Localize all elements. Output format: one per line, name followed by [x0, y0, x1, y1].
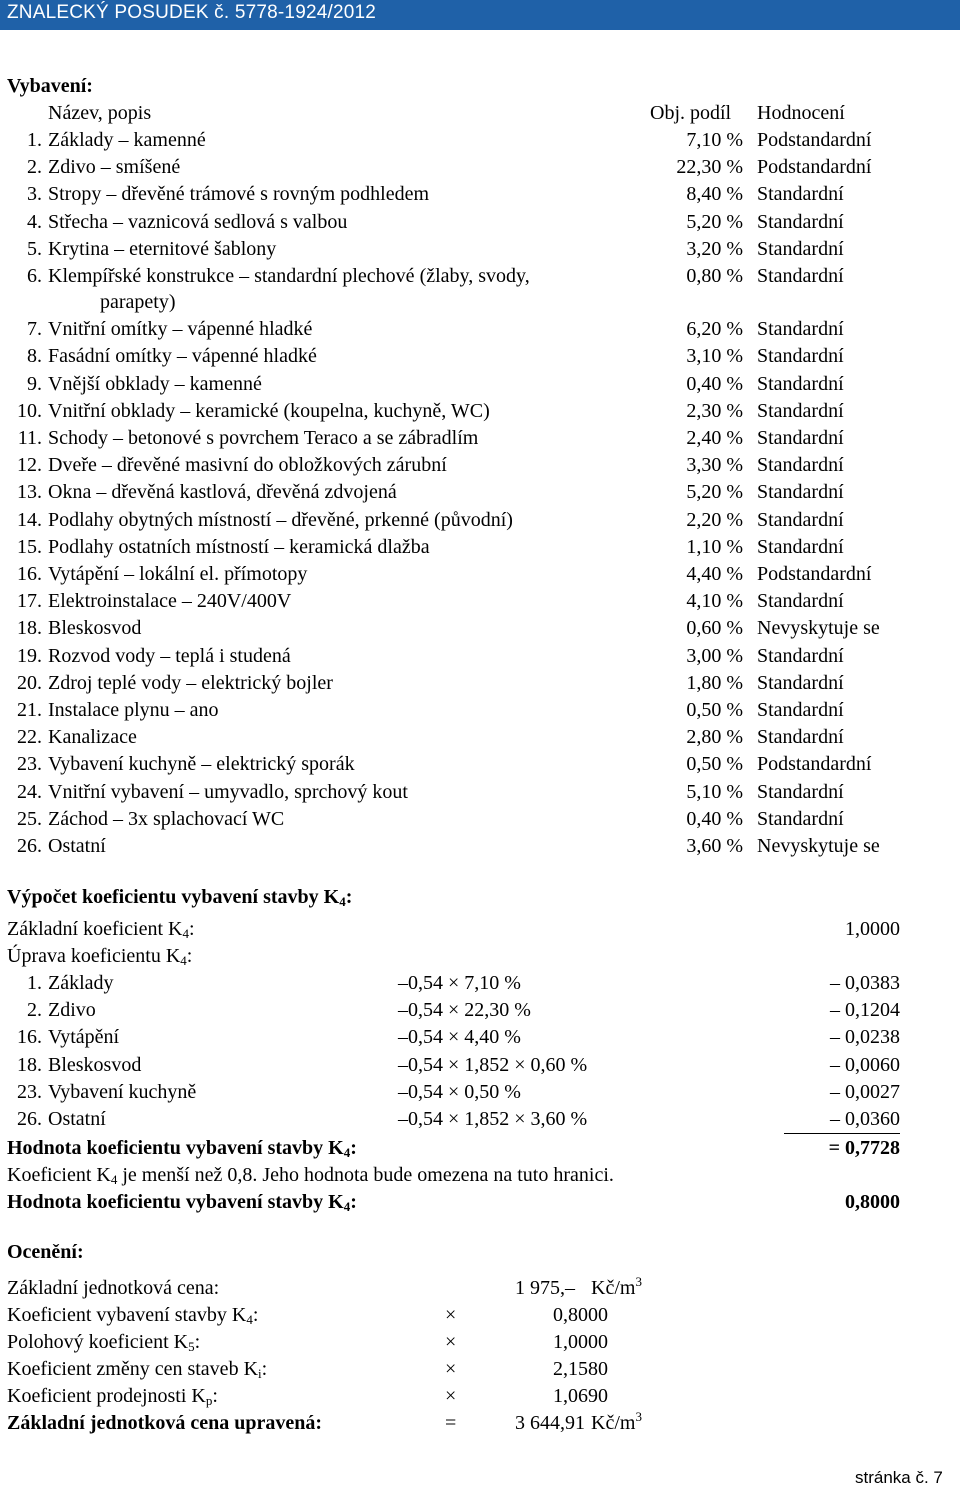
final-coefficient-label: Hodnota koeficientu vybavení stavby $K_4$:	[7, 1191, 357, 1214]
equipment-row-name: Stropy – dřevěné trámové s rovným podhledem	[48, 183, 430, 206]
equipment-row-number: 19.	[17, 644, 42, 667]
adjustment-row-formula: –0,54 × 1,852 × 3,60 %	[398, 1108, 588, 1130]
page-number: stránka č. 7	[855, 1468, 943, 1487]
equipment-row-name: Rozvod vody – teplá i studená	[48, 644, 291, 667]
equipment-row-rating: Standardní	[757, 427, 844, 449]
equipment-row-rating: Standardní	[757, 454, 844, 477]
equipment-row-number: 20.	[17, 671, 42, 694]
adjustment-row-number: 18.	[17, 1053, 42, 1076]
equipment-row-rating: Standardní	[757, 780, 844, 803]
document-title: ZNALECKÝ POSUDEK č. 5778-1924/2012	[7, 2, 377, 23]
valuation-row-label: Koeficient změny cen staveb $K_i$:	[7, 1358, 268, 1381]
section-heading-oceneni: Ocenění:	[7, 1241, 84, 1263]
equipment-row-number: 2.	[27, 156, 42, 179]
equipment-row-share: 0,40 %	[686, 807, 743, 830]
equipment-row-number: 9.	[27, 372, 42, 395]
equipment-row-name: Vnější obklady – kamenné	[48, 372, 262, 395]
equipment-row-name: Dveře – dřevěné masivní do obložkových zárubní	[48, 454, 447, 477]
sum-rule	[784, 1133, 900, 1134]
valuation-row-value: 1,0000	[553, 1331, 608, 1353]
result-value: = 0,7728	[828, 1137, 900, 1159]
equipment-row-rating: Standardní	[757, 671, 844, 694]
equipment-row-number: 13.	[17, 481, 42, 504]
adjustment-row-number: 2.	[27, 999, 42, 1022]
equipment-row-number: 15.	[17, 535, 42, 558]
equipment-row-share: 0,50 %	[686, 699, 743, 721]
equipment-row-name: Vnitřní vybavení – umyvadlo, sprchový kout	[48, 780, 408, 803]
equipment-row-rating: Podstandardní	[757, 563, 872, 585]
valuation-row-label: Základní jednotková cena:	[7, 1277, 220, 1299]
equipment-row-name: Bleskosvod	[48, 617, 142, 640]
equipment-row-name: Kanalizace	[48, 726, 137, 749]
equipment-row-number: 18.	[17, 617, 42, 640]
adjustment-row-name: Bleskosvod	[48, 1053, 142, 1076]
equipment-row-share: 2,40 %	[686, 427, 743, 449]
equipment-row-share: 1,80 %	[686, 671, 743, 694]
equipment-row-share: 5,20 %	[686, 481, 743, 504]
adjustment-row-value: – 0,0360	[830, 1108, 900, 1130]
equipment-row-share: 4,40 %	[686, 563, 743, 585]
valuation-row-operator: ×	[445, 1385, 457, 1407]
equipment-row-share: 0,50 %	[686, 753, 743, 776]
equipment-row-share: 0,80 %	[686, 265, 743, 287]
equipment-row-rating: Nevyskytuje se	[757, 835, 880, 857]
valuation-row-value: 1 975,–	[515, 1277, 575, 1299]
equipment-row-share: 2,80 %	[686, 726, 743, 749]
valuation-row-label: Polohový koeficient $K_5$:	[7, 1331, 201, 1354]
equipment-row-rating: Standardní	[757, 399, 844, 422]
equipment-row-share: 2,20 %	[686, 508, 743, 531]
equipment-row-name: Vytápění – lokální el. přímotopy	[48, 563, 308, 585]
equipment-row-name: Vnitřní obklady – keramické (koupelna, kuchyně, WC)	[48, 399, 490, 422]
equipment-row-name: Vybavení kuchyně – elektrický sporák	[48, 753, 355, 776]
equipment-row-name: Krytina – eternitové šablony	[48, 237, 277, 260]
equipment-row-name: Zdivo – smíšené	[48, 156, 181, 179]
adjusted-price-operator: =	[445, 1412, 457, 1434]
column-header-share: Obj. podíl	[650, 102, 732, 124]
equipment-row-share: 7,10 %	[686, 129, 743, 151]
equipment-row-rating: Standardní	[757, 345, 844, 368]
equipment-row-rating: Standardní	[757, 644, 844, 667]
adjustment-row-number: 23.	[17, 1080, 42, 1103]
equipment-row-name: Střecha – vaznicová sedlová s valbou	[48, 210, 348, 233]
valuation-row-value: 0,8000	[553, 1304, 608, 1326]
equipment-row-name: Elektroinstalace – 240V/400V	[48, 590, 292, 613]
equipment-row-rating: Standardní	[757, 590, 844, 613]
adjusted-price-value: 3 644,91	[515, 1412, 585, 1434]
adjustment-row-value: – 0,1204	[830, 999, 900, 1022]
adjustment-row-value: – 0,0383	[830, 972, 900, 994]
equipment-row-rating: Standardní	[757, 318, 844, 341]
equipment-row-number: 22.	[17, 726, 42, 749]
equipment-row-rating: Standardní	[757, 807, 844, 830]
equipment-row-share: 4,10 %	[686, 590, 743, 613]
adjustment-row-formula: –0,54 × 22,30 %	[398, 999, 531, 1022]
equipment-row-number: 11.	[17, 427, 42, 449]
equipment-row-rating: Standardní	[757, 210, 844, 233]
equipment-row-number: 10.	[17, 399, 42, 422]
equipment-row-share: 3,60 %	[686, 835, 743, 857]
equipment-row-share: 0,60 %	[686, 617, 743, 640]
equipment-row-name: Okna – dřevěná kastlová, dřevěná zdvojená	[48, 481, 397, 504]
equipment-row-number: 23.	[17, 753, 42, 776]
equipment-row-number: 8.	[27, 345, 42, 368]
equipment-row-share: 3,00 %	[686, 644, 743, 667]
equipment-row-number: 7.	[27, 318, 42, 341]
equipment-row-name: Klempířské konstrukce – standardní plechové (žlaby, svody,	[48, 265, 530, 287]
equipment-row-number: 17.	[17, 590, 42, 613]
column-header-rating: Hodnocení	[757, 102, 845, 124]
section-heading-vybaveni: Vybavení:	[7, 75, 93, 97]
equipment-row-number: 1.	[27, 129, 42, 151]
equipment-row-name: Ostatní	[48, 835, 106, 857]
equipment-row-rating: Podstandardní	[757, 156, 872, 179]
equipment-row-name: Zdroj teplé vody – elektrický bojler	[48, 671, 333, 694]
base-coefficient-label: Základní koeficient $K_4$:	[7, 918, 195, 941]
equipment-row-rating: Standardní	[757, 699, 844, 721]
equipment-row-share: 5,10 %	[686, 780, 743, 803]
equipment-row-rating: Standardní	[757, 265, 844, 287]
equipment-row-share: 8,40 %	[686, 183, 743, 206]
section-heading-vypocet: Výpočet koeficientu vybavení stavby $K_4$:	[7, 886, 353, 909]
equipment-row-rating: Standardní	[757, 372, 844, 395]
valuation-row-operator: ×	[445, 1331, 457, 1353]
equipment-row-rating: Standardní	[757, 237, 844, 260]
adjustment-row-formula: –0,54 × 4,40 %	[398, 1026, 521, 1049]
column-header-name: Název, popis	[48, 102, 152, 124]
valuation-row-operator: ×	[445, 1358, 457, 1380]
equipment-row-share: 3,30 %	[686, 454, 743, 477]
adjustment-row-name: Ostatní	[48, 1108, 106, 1130]
equipment-row-number: 14.	[17, 508, 42, 531]
equipment-row-number: 16.	[17, 563, 42, 585]
equipment-row-share: 3,10 %	[686, 345, 743, 368]
adjusted-price-label: Základní jednotková cena upravená:	[7, 1412, 323, 1434]
equipment-row-rating: Standardní	[757, 726, 844, 749]
valuation-row-value: 2,1580	[553, 1358, 608, 1380]
equipment-row-name: Vnitřní omítky – vápenné hladké	[48, 318, 313, 341]
adjustment-row-formula: –0,54 × 7,10 %	[398, 972, 521, 994]
valuation-row-value: 1,0690	[553, 1385, 608, 1407]
equipment-row-name: Základy – kamenné	[48, 129, 206, 151]
equipment-row-rating: Podstandardní	[757, 753, 872, 776]
adjustment-row-number: 26.	[17, 1108, 42, 1130]
equipment-row-number: 25.	[17, 807, 42, 830]
equipment-row-number: 6.	[27, 265, 42, 287]
equipment-row-share: 6,20 %	[686, 318, 743, 341]
adjustment-row-value: – 0,0060	[830, 1053, 900, 1076]
equipment-row-number: 12.	[17, 454, 42, 477]
adjustment-row-name: Zdivo	[48, 999, 96, 1022]
equipment-row-name-continued: parapety)	[100, 291, 176, 313]
equipment-row-rating: Podstandardní	[757, 129, 872, 151]
equipment-row-rating: Nevyskytuje se	[757, 617, 880, 640]
adjustment-row-name: Vytápění	[48, 1026, 120, 1049]
equipment-row-name: Podlahy obytných místností – dřevěné, prkenné (původní)	[48, 508, 513, 531]
adjustment-row-formula: –0,54 × 0,50 %	[398, 1080, 521, 1103]
adjustment-row-value: – 0,0027	[830, 1080, 900, 1103]
equipment-row-name: Instalace plynu – ano	[48, 699, 219, 721]
equipment-row-name: Záchod – 3x splachovací WC	[48, 807, 285, 830]
equipment-row-number: 3.	[27, 183, 42, 206]
equipment-row-rating: Standardní	[757, 508, 844, 531]
base-coefficient-value: 1,0000	[845, 918, 900, 940]
valuation-row-label: Koeficient prodejnosti $K_p$:	[7, 1385, 218, 1408]
equipment-row-share: 1,10 %	[686, 535, 743, 558]
equipment-row-number: 24.	[17, 780, 42, 803]
equipment-row-name: Schody – betonové s povrchem Teraco a se zábradlím	[48, 427, 479, 449]
equipment-row-share: 5,20 %	[686, 210, 743, 233]
adjustment-row-name: Vybavení kuchyně	[48, 1080, 197, 1103]
adjustment-row-formula: –0,54 × 1,852 × 0,60 %	[398, 1053, 588, 1076]
equipment-row-number: 26.	[17, 835, 42, 857]
equipment-row-number: 5.	[27, 237, 42, 260]
equipment-row-share: 0,40 %	[686, 372, 743, 395]
limit-note: Koeficient $K_4$ je menší než 0,8. Jeho hodnota bude omezena na tuto hranici.	[7, 1164, 614, 1187]
valuation-row-unit: $Kč/m^3$	[591, 1274, 642, 1299]
equipment-row-rating: Standardní	[757, 183, 844, 206]
adjustment-row-number: 1.	[27, 972, 42, 994]
equipment-row-name: Podlahy ostatních místností – keramická dlažba	[48, 535, 430, 558]
equipment-row-rating: Standardní	[757, 481, 844, 504]
result-label: Hodnota koeficientu vybavení stavby $K_4$:	[7, 1137, 357, 1160]
equipment-row-number: 21.	[17, 699, 42, 721]
equipment-row-rating: Standardní	[757, 535, 844, 558]
adjustment-label: Úprava koeficientu $K_4$:	[7, 945, 193, 968]
document-header	[0, 0, 960, 30]
adjustment-row-value: – 0,0238	[830, 1026, 900, 1049]
equipment-row-share: 22,30 %	[676, 156, 743, 179]
valuation-row-operator: ×	[445, 1304, 457, 1326]
equipment-row-share: 2,30 %	[686, 399, 743, 422]
adjusted-price-unit: $Kč/m^3$	[591, 1409, 642, 1434]
final-coefficient-value: 0,8000	[845, 1191, 900, 1213]
equipment-row-number: 4.	[27, 210, 42, 233]
adjustment-row-number: 16.	[17, 1026, 42, 1049]
valuation-row-label: Koeficient vybavení stavby $K_4$:	[7, 1304, 259, 1327]
equipment-row-name: Fasádní omítky – vápenné hladké	[48, 345, 317, 368]
equipment-row-share: 3,20 %	[686, 237, 743, 260]
adjustment-row-name: Základy	[48, 972, 114, 994]
